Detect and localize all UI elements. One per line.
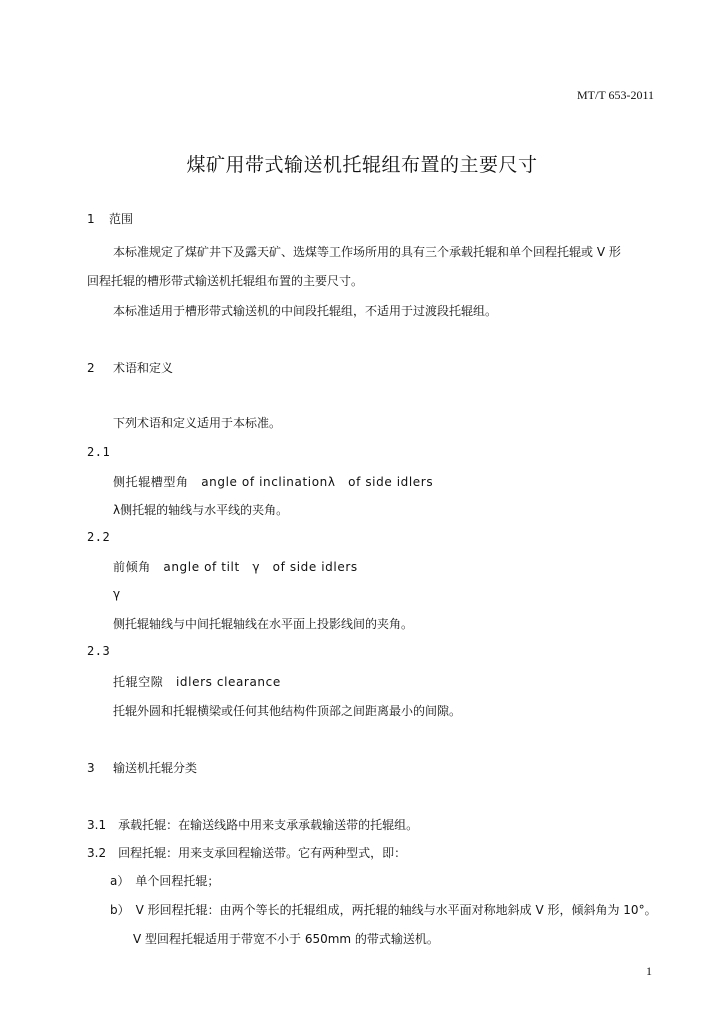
paragraph-line: 本标准适用于槽形带式输送机的中间段托辊组，不适用于过渡段托辊组。 [113, 304, 498, 318]
list-item: b） V 形回程托辊：由两个等长的托辊组成，两托辊的轴线与水平面对称地斜成 V 形，倾斜角为 10°。 [110, 903, 657, 917]
section-2-heading [87, 359, 173, 376]
term-number: 2.3 [87, 644, 111, 658]
standard-code: MT/T 653-2011 [577, 88, 654, 102]
paragraph-line: 回程托辊的槽形带式输送机托辊组布置的主要尺寸。 [87, 274, 364, 288]
section-number: 2 [87, 361, 95, 375]
term-heading: 前倾角 angle of tilt γ of side idlers [113, 560, 358, 574]
term-number: 2.1 [87, 445, 111, 459]
page-number: 1 [646, 964, 652, 978]
section-3-heading [87, 759, 197, 776]
term-definition: λ侧托辊的轴线与水平线的夹角。 [113, 503, 289, 517]
section-number: 3 [87, 761, 95, 775]
section-title: 术语和定义 [113, 361, 174, 375]
term-heading: 托辊空隙 idlers clearance [113, 675, 281, 689]
term-number: 2.2 [87, 530, 111, 544]
term-symbol: γ [113, 587, 121, 601]
paragraph-line: 下列术语和定义适用于本标准。 [113, 416, 282, 430]
section-title: 输送机托辊分类 [113, 761, 198, 775]
section-title: 范围 [109, 212, 134, 226]
term-definition: 托辊外圆和托辊横梁或任何其他结构件顶部之间距离最小的间隙。 [113, 704, 462, 718]
list-item: a） 单个回程托辊； [110, 874, 220, 888]
paragraph-line: 本标准规定了煤矿井下及露天矿、选煤等工作场所用的具有三个承载托辊和单个回程托辊或 V 形 [113, 245, 621, 259]
section-1-heading [87, 210, 133, 227]
paragraph-line: V 型回程托辊适用于带宽不小于 650mm 的带式输送机。 [133, 932, 439, 946]
term-heading: 侧托辊槽型角 angle of inclinationλ of side idlers [113, 475, 434, 489]
section-number: 1 [87, 212, 95, 226]
page-title: 煤矿用带式输送机托辊组布置的主要尺寸 [186, 154, 538, 176]
term-definition: 侧托辊轴线与中间托辊轴线在水平面上投影线间的夹角。 [113, 617, 414, 631]
list-item: 3.1 承载托辊：在输送线路中用来支承承载输送带的托辊组。 [87, 818, 419, 832]
list-item: 3.2 回程托辊：用来支承回程输送带。它有两种型式，即： [87, 846, 407, 860]
